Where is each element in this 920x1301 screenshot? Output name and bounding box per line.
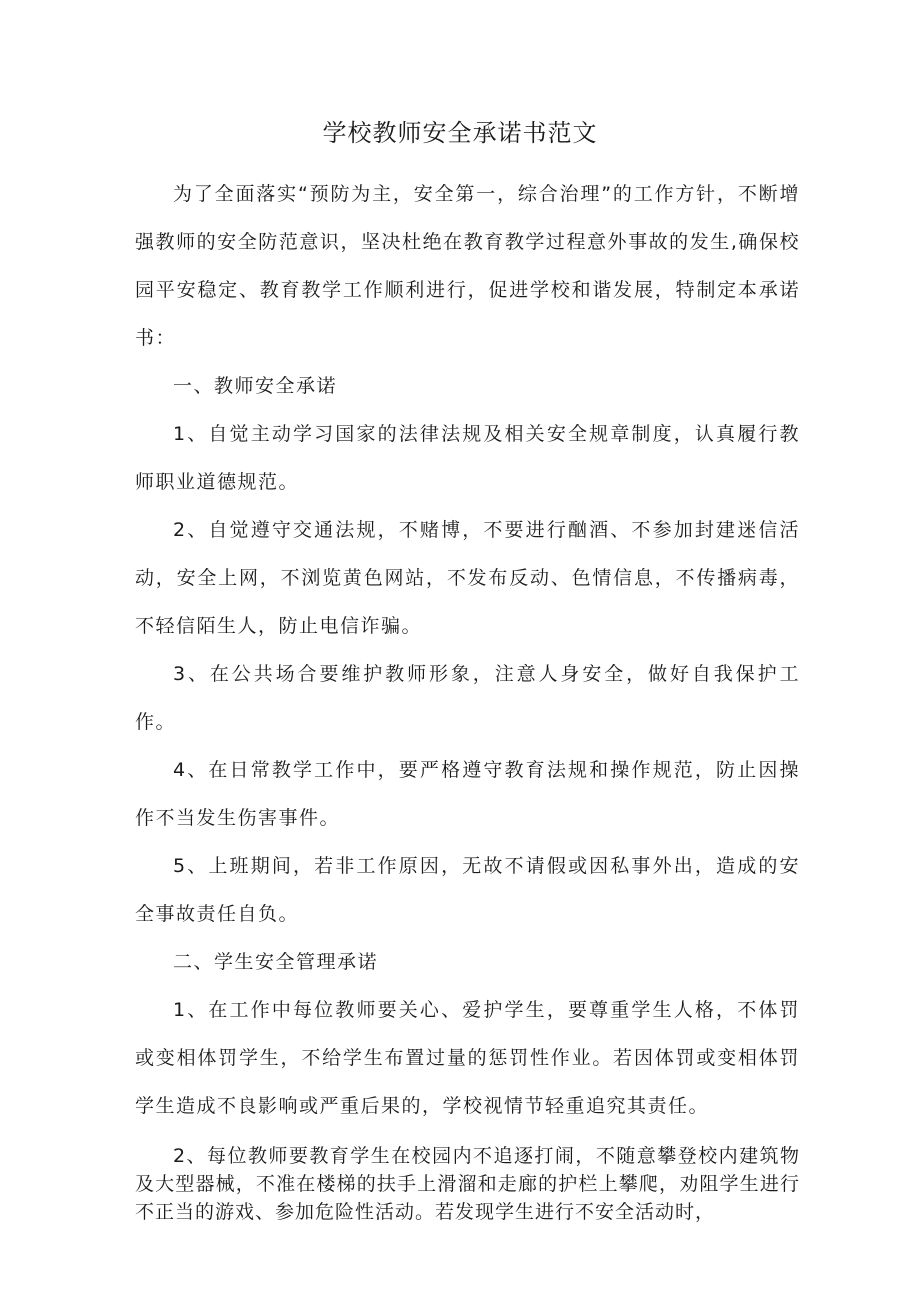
section-heading-teacher-safety: 一、教师安全承诺 <box>173 375 338 397</box>
teacher-clause-5: 5、上班期间，若非工作原因，无故不请假或因私事外出，造成的安全事故责任自负。 <box>135 855 800 925</box>
student-clause-2: 2、每位教师要教育学生在校园内不追逐打闹，不随意攀登校内建筑物及大型器械，不准在楼梯的扶手上滑溜和走廊的护栏上攀爬，劝阻学生进行不正当的游戏、参加危险性活动。若发现学生进行不安全活动时， <box>135 1145 800 1223</box>
teacher-clause-3: 3、在公共场合要维护教师形象，注意人身安全，做好自我保护工作。 <box>135 663 800 733</box>
document-body <box>135 170 800 1226</box>
section-heading-student-safety: 二、学生安全管理承诺 <box>173 951 379 973</box>
teacher-clause-2: 2、自觉遵守交通法规，不赌博，不要进行酗酒、不参加封建迷信活动，安全上网，不浏览黄色网站，不发布反动、色情信息，不传播病毒，不轻信陌生人，防止电信诈骗。 <box>135 519 800 637</box>
intro-paragraph: 为了全面落实“预防为主，安全第一，综合治理”的工作方针，不断增强教师的安全防范意识，坚决杜绝在教育教学过程意外事故的发生,确保校园平安稳定、教育教学工作顺利进行，促进学校和谐发展，特制定本承诺书： <box>135 183 800 349</box>
teacher-clause-1: 1、自觉主动学习国家的法律法规及相关安全规章制度，认真履行教师职业道德规范。 <box>135 423 800 493</box>
teacher-clause-4: 4、在日常教学工作中，要严格遵守教育法规和操作规范，防止因操作不当发生伤害事件。 <box>135 759 800 829</box>
document-title: 学校教师安全承诺书范文 <box>322 119 598 147</box>
student-clause-1: 1、在工作中每位教师要关心、爱护学生，要尊重学生人格，不体罚或变相体罚学生，不给学生布置过量的惩罚性作业。若因体罚或变相体罚学生造成不良影响或严重后果的，学校视情节轻重追究其责任。 <box>135 999 800 1117</box>
